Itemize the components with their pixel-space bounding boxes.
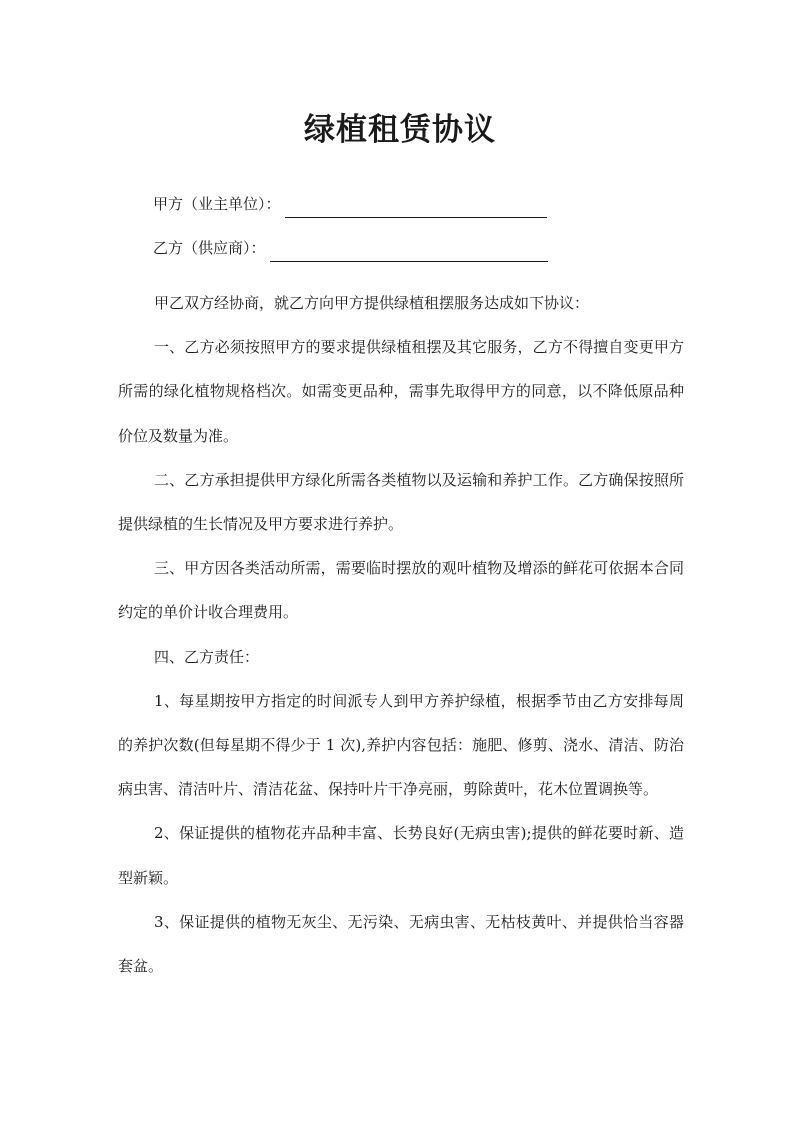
party-b-blank-field: [270, 241, 548, 262]
intro-paragraph: 甲乙双方经协商，就乙方向甲方提供绿植租摆服务达成如下协议：: [154, 294, 590, 312]
clause-one: 一、乙方必须按照甲方的要求提供绿植租摆及其它服务，乙方不得擅自变更甲方所需的绿化植物规格档次。如需变更品种，需事先取得甲方的同意，以不降低原品种价位及数量为准。: [118, 338, 684, 445]
clause-four-heading: 四、乙方责任：: [154, 647, 260, 666]
party-a-blank-field: [285, 197, 547, 218]
party-a-label: 甲方（业主单位）：: [153, 195, 281, 213]
agreement-body: [118, 281, 684, 988]
duty-item-3: 3、保证提供的植物无灰尘、无污染、无病虫害、无枯枝黄叶、并提供恰当容器套盆。: [118, 912, 684, 976]
duty-item-1: 1、每星期按甲方指定的时间派专人到甲方养护绿植，根据季节由乙方安排每周的养护次数(但每星期不得少于 1 次),养护内容包括：施肥、修剪、浇水、清洁、防治病虫害、清洁叶片、清洁花盆、保持叶片干净亮丽，剪除黄叶，花木位置调换等。: [118, 691, 684, 799]
party-b-line: [153, 234, 548, 262]
party-a-line: [153, 190, 547, 218]
document-title: 绿植租赁协议: [304, 112, 496, 148]
clause-three: 三、甲方因各类活动所需，需要临时摆放的观叶植物及增添的鲜花可依据本合同约定的单价计收合理费用。: [118, 559, 684, 622]
party-b-label: 乙方（供应商）：: [153, 239, 266, 257]
clause-two: 二、乙方承担提供甲方绿化所需各类植物以及运输和养护工作。乙方确保按照所提供绿植的生长情况及甲方要求进行养护。: [118, 470, 684, 534]
duty-item-2: 2、保证提供的植物花卉品种丰富、长势良好(无病虫害);提供的鲜花要时新、造型新颖。: [118, 824, 684, 887]
